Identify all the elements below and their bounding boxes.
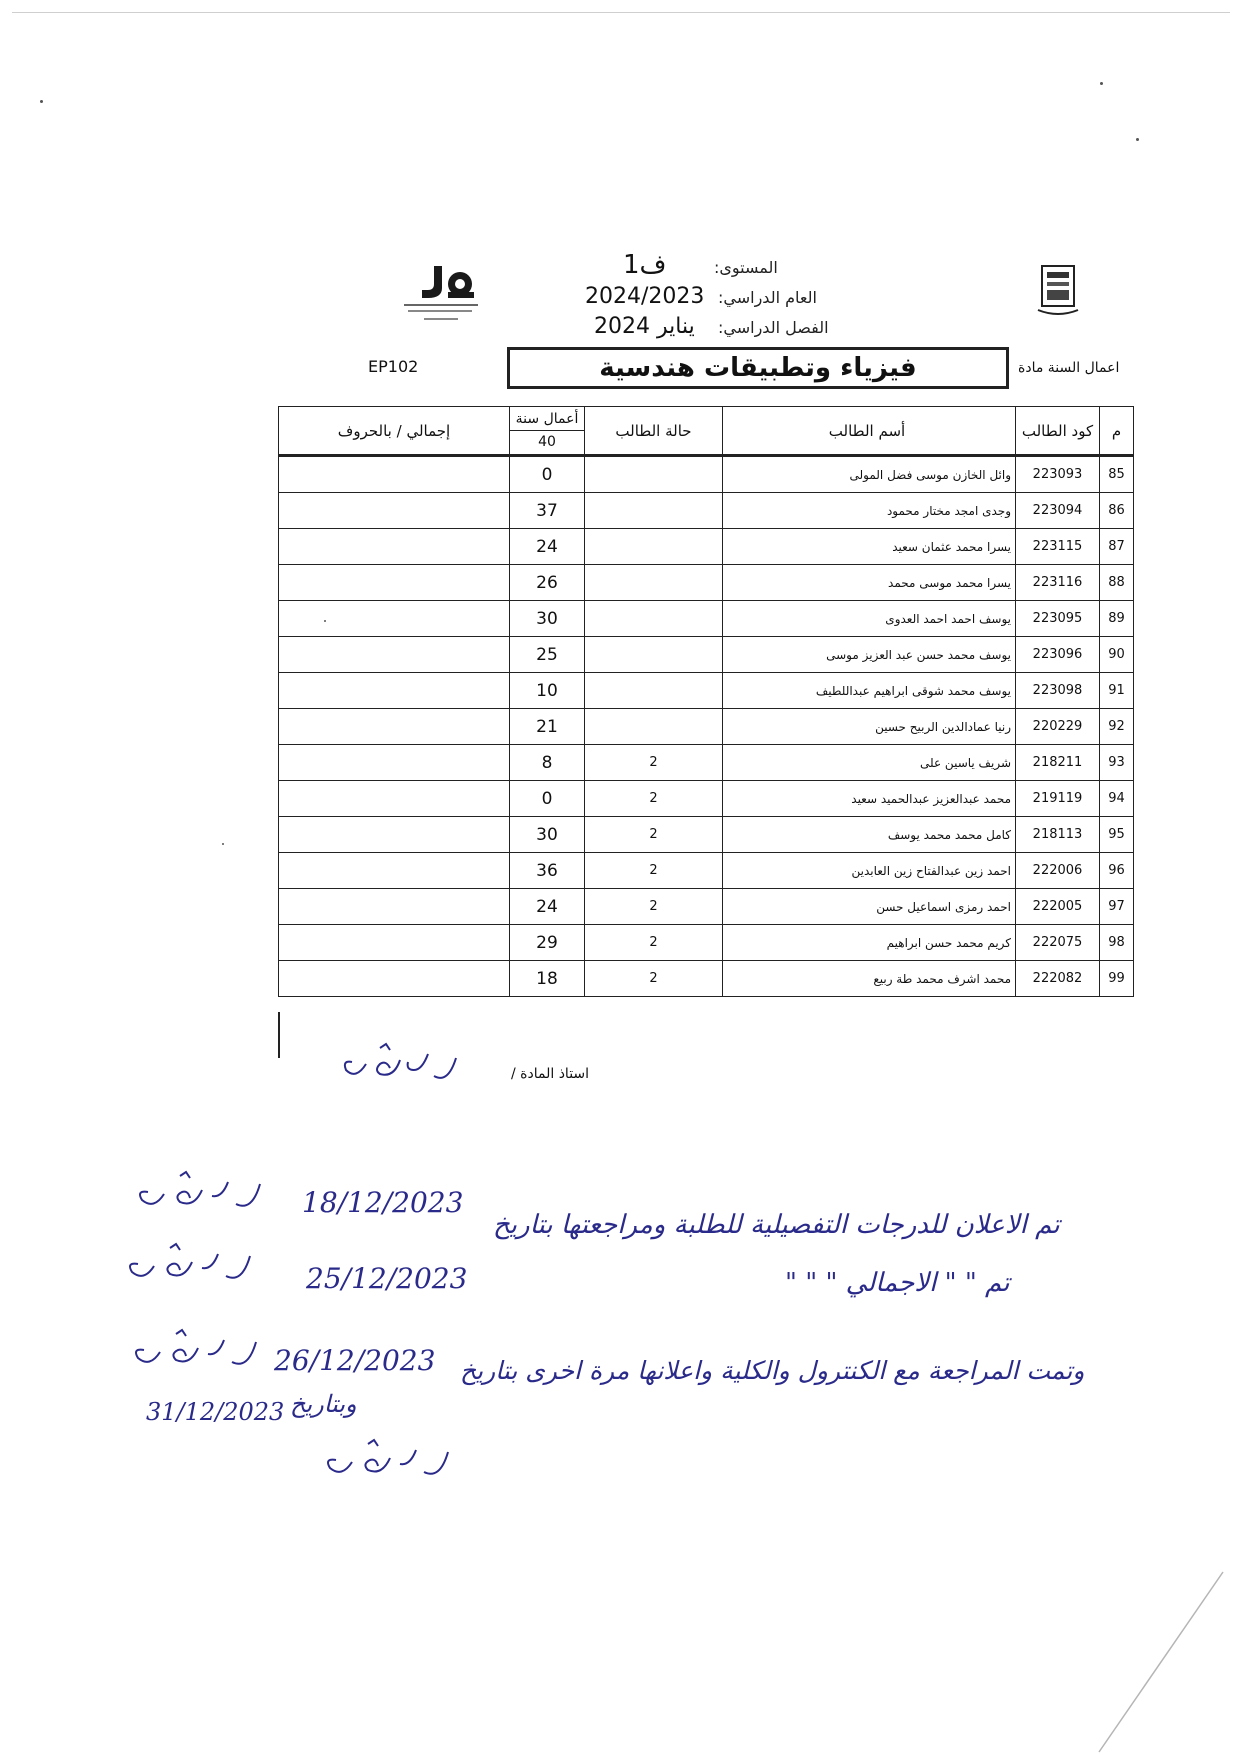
row-student-name: يسرا محمد موسى محمد	[723, 565, 1016, 601]
scan-speck	[1136, 138, 1139, 141]
note-line-3: وتمت المراجعة مع الكنترول والكلية واعلانها مرة اخرى بتاريخ	[460, 1356, 1085, 1385]
row-student-code: 223093	[1016, 456, 1100, 493]
row-student-name: محمد اشرف محمد طة ربيع	[723, 961, 1016, 997]
row-status	[585, 637, 723, 673]
row-status: 2	[585, 853, 723, 889]
scan-speck	[40, 100, 43, 103]
table-row	[279, 889, 1134, 925]
row-student-code: 219119	[1016, 781, 1100, 817]
row-student-code: 222005	[1016, 889, 1100, 925]
row-total-words	[279, 529, 510, 565]
row-year-work: 21	[510, 709, 585, 745]
row-index: 97	[1100, 889, 1134, 925]
scan-speck	[1100, 82, 1103, 85]
row-student-name: يوسف محمد حسن عبد العزيز موسى	[723, 637, 1016, 673]
row-year-work: 30	[510, 601, 585, 637]
row-student-name: يسرا محمد عثمان سعيد	[723, 529, 1016, 565]
row-status: 2	[585, 889, 723, 925]
row-total-words	[279, 889, 510, 925]
row-total-words	[279, 745, 510, 781]
row-student-name: يوسف احمد احمد العدوى	[723, 601, 1016, 637]
header-status: حالة الطالب	[585, 407, 723, 456]
row-total-words	[279, 493, 510, 529]
row-student-name: رنيا عمادالدين الربيح حسين	[723, 709, 1016, 745]
table-row	[279, 601, 1134, 637]
row-year-work: 26	[510, 565, 585, 601]
header-index: م	[1100, 407, 1134, 456]
row-student-code: 223115	[1016, 529, 1100, 565]
row-total-words	[279, 925, 510, 961]
row-student-code: 222075	[1016, 925, 1100, 961]
row-index: 90	[1100, 637, 1134, 673]
term-label: الفصل الدراسي:	[718, 318, 829, 337]
table-row	[279, 781, 1134, 817]
row-year-work: 37	[510, 493, 585, 529]
header-year-work-label: أعمال سنة	[510, 408, 584, 431]
table-row	[279, 817, 1134, 853]
row-student-code: 223098	[1016, 673, 1100, 709]
row-student-code: 218211	[1016, 745, 1100, 781]
page-top-rule	[12, 12, 1230, 13]
note-date-1: 18/12/2023	[302, 1186, 464, 1219]
row-student-name: شريف ياسين على	[723, 745, 1016, 781]
professor-label: استاذ المادة /	[511, 1066, 590, 1082]
row-status: 2	[585, 817, 723, 853]
row-student-name: يوسف محمد شوقى ابراهيم عبداللطيف	[723, 673, 1016, 709]
row-student-code: 223095	[1016, 601, 1100, 637]
year-value: 2024/2023	[585, 284, 705, 309]
note-date-2: 25/12/2023	[306, 1262, 468, 1295]
row-status	[585, 565, 723, 601]
row-index: 98	[1100, 925, 1134, 961]
header-total-words: إجمالي / بالحروف	[279, 407, 510, 456]
row-total-words	[279, 673, 510, 709]
row-student-name: وائل الخازن موسى فضل المولى	[723, 456, 1016, 493]
course-code: EP102	[368, 357, 419, 376]
row-year-work: 24	[510, 529, 585, 565]
note-date-3: 26/12/2023	[274, 1344, 436, 1377]
scan-speck	[222, 843, 224, 845]
grades-table	[278, 406, 1134, 997]
table-header-row	[279, 407, 1134, 456]
note-line-1: تم الاعلان للدرجات التفصيلية للطلبة ومراجعتها بتاريخ	[493, 1210, 1060, 1240]
row-status	[585, 456, 723, 493]
note-signature-4	[316, 1436, 456, 1486]
university-logo	[1036, 262, 1080, 320]
table-row	[279, 925, 1134, 961]
row-status	[585, 601, 723, 637]
row-year-work: 0	[510, 781, 585, 817]
row-year-work: 30	[510, 817, 585, 853]
year-label: العام الدراسي:	[718, 288, 817, 307]
row-year-work: 18	[510, 961, 585, 997]
table-row	[279, 853, 1134, 889]
row-status	[585, 529, 723, 565]
table-row	[279, 493, 1134, 529]
row-total-words	[279, 709, 510, 745]
row-student-name: وجدى امجد مختار محمود	[723, 493, 1016, 529]
term-value: يناير 2024	[594, 314, 695, 339]
row-total-words	[279, 961, 510, 997]
row-student-code: 223094	[1016, 493, 1100, 529]
row-year-work: 10	[510, 673, 585, 709]
table-row	[279, 673, 1134, 709]
row-index: 93	[1100, 745, 1134, 781]
table-row	[279, 565, 1134, 601]
row-index: 95	[1100, 817, 1134, 853]
note-signature-3	[124, 1326, 264, 1376]
row-total-words	[279, 781, 510, 817]
scan-fold-line	[1095, 1570, 1225, 1755]
row-index: 86	[1100, 493, 1134, 529]
header-year-work-max: 40	[538, 434, 556, 450]
row-year-work: 36	[510, 853, 585, 889]
course-title: فيزياء وتطبيقات هندسية	[507, 347, 1009, 389]
note-line-4: وبتاريخ	[290, 1390, 357, 1418]
row-student-code: 218113	[1016, 817, 1100, 853]
row-year-work: 25	[510, 637, 585, 673]
note-line-2: تم " " الاجمالي " " "	[785, 1268, 1010, 1298]
row-total-words	[279, 637, 510, 673]
row-student-name: كامل محمد محمد يوسف	[723, 817, 1016, 853]
row-student-code: 222082	[1016, 961, 1100, 997]
row-total-words	[279, 853, 510, 889]
row-status	[585, 493, 723, 529]
professor-signature	[336, 1040, 466, 1088]
row-year-work: 29	[510, 925, 585, 961]
row-student-name: محمد عبدالعزيز عبدالحميد سعيد	[723, 781, 1016, 817]
note-date-4: 31/12/2023	[146, 1398, 285, 1426]
row-student-code: 223116	[1016, 565, 1100, 601]
row-student-code: 220229	[1016, 709, 1100, 745]
row-index: 89	[1100, 601, 1134, 637]
table-row	[279, 456, 1134, 493]
row-status	[585, 673, 723, 709]
row-index: 87	[1100, 529, 1134, 565]
table-left-rule	[278, 1012, 280, 1058]
row-status: 2	[585, 961, 723, 997]
row-year-work: 8	[510, 745, 585, 781]
row-status	[585, 709, 723, 745]
row-year-work: 0	[510, 456, 585, 493]
note-signature-2	[118, 1240, 258, 1290]
row-year-work: 24	[510, 889, 585, 925]
row-total-words	[279, 565, 510, 601]
note-signature-1	[128, 1168, 268, 1218]
row-index: 88	[1100, 565, 1134, 601]
table-row	[279, 745, 1134, 781]
institute-logo	[398, 258, 498, 330]
row-index: 85	[1100, 456, 1134, 493]
level-label: المستوى:	[714, 258, 778, 277]
row-status: 2	[585, 745, 723, 781]
row-status: 2	[585, 781, 723, 817]
row-student-name: كريم محمد حسن ابراهيم	[723, 925, 1016, 961]
header-student-name: أسم الطالب	[723, 407, 1016, 456]
row-index: 91	[1100, 673, 1134, 709]
table-row	[279, 709, 1134, 745]
row-student-name: احمد زين عبدالفتاح زين العابدين	[723, 853, 1016, 889]
row-index: 96	[1100, 853, 1134, 889]
course-prefix-label: اعمال السنة مادة	[1018, 360, 1120, 376]
row-total-words	[279, 601, 510, 637]
table-row	[279, 529, 1134, 565]
header-student-code: كود الطالب	[1016, 407, 1100, 456]
row-student-name: احمد رمزى اسماعيل حسن	[723, 889, 1016, 925]
row-index: 94	[1100, 781, 1134, 817]
level-value: ف1	[623, 250, 667, 280]
row-total-words	[279, 456, 510, 493]
row-total-words	[279, 817, 510, 853]
row-student-code: 222006	[1016, 853, 1100, 889]
row-student-code: 223096	[1016, 637, 1100, 673]
row-status: 2	[585, 925, 723, 961]
row-index: 99	[1100, 961, 1134, 997]
table-row	[279, 637, 1134, 673]
row-index: 92	[1100, 709, 1134, 745]
table-row	[279, 961, 1134, 997]
header-year-work	[510, 407, 585, 456]
